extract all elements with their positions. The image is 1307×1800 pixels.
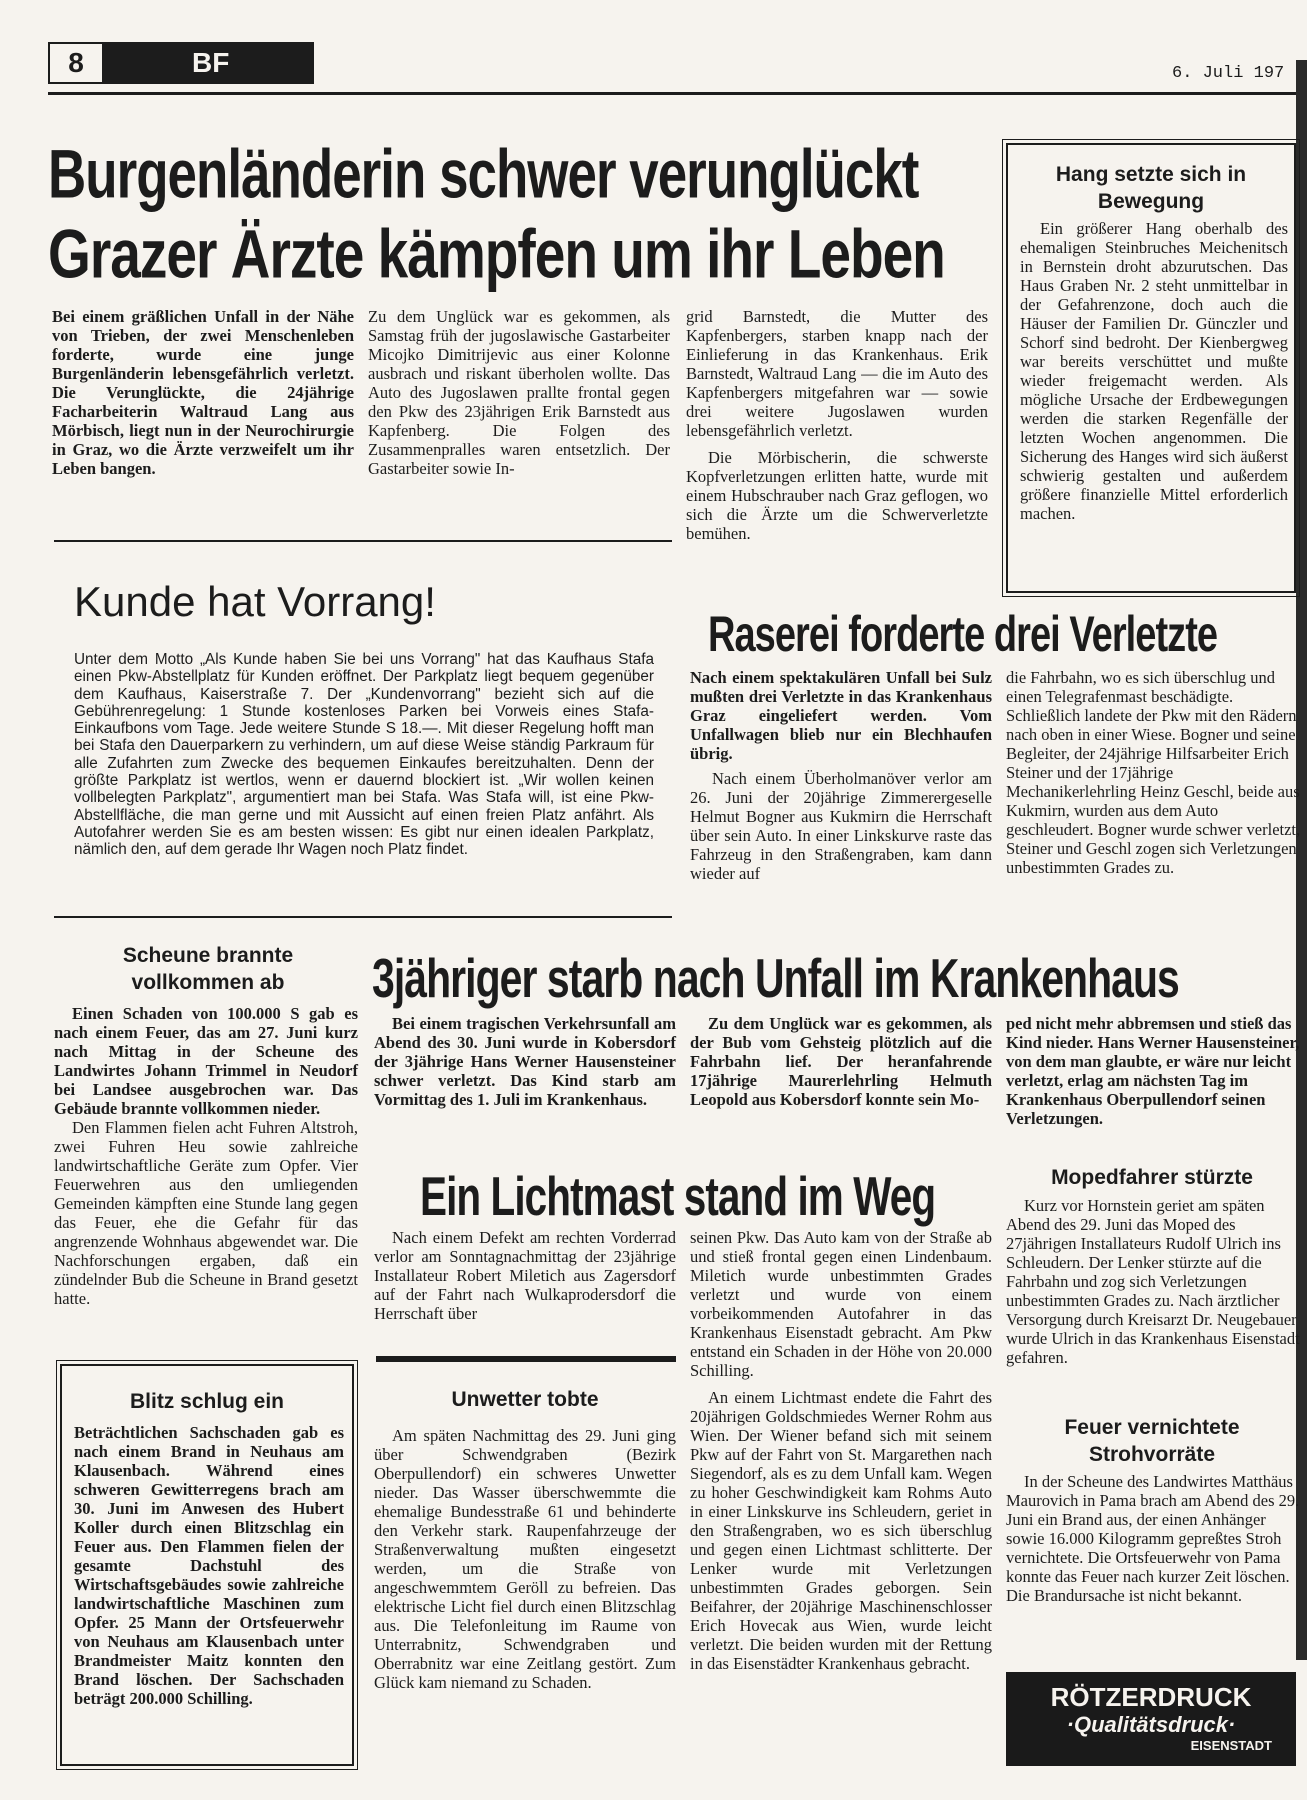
lichtmast-col-2-p2: An einem Lichtmast endete die Fahrt des 20jährigen Goldschmiedes Werner Rohm aus Wien. Der Wiener befand sich mit seinem Pkw auf der Fahrt von St. Margarethen nach Siegendorf, als es zu dem Unfall kam. Wegen zu hoher Geschwindigkeit kam Rohms Auto in einer Linkskurve ins Schleudern, geriet in den Straßengraben, wo es sich überschlug und gegen einen Lichtmast schlitterte. Der Lenker wurde mit Verletzungen unbestimmten Grades geborgen. Sein Beifahrer, der 20jährige Maschinenschlosser Erich Hovecak aus Wien, wurde leicht verletzt. Die beiden wurden mit der Rettung in das Eisenstädter Krankenhaus gebracht.	[690, 1388, 992, 1673]
masthead	[48, 42, 268, 84]
scheune-title: Scheune brannte vollkommen ab	[122, 944, 294, 994]
page-number: 8	[48, 42, 104, 84]
issue-date: 6. Juli 197	[1172, 64, 1285, 83]
kunde-bottom-rule	[54, 916, 672, 918]
unwetter-text: Am späten Nachmittag des 29. Juni ging über Schwendgraben (Bezirk Oberpullendorf) ein schweres Unwetter nieder. Das Wasser überschwemmte die ehemalige Bundesstraße 61 und behinderte den Verkehr stark. Raupenfahrzeuge der Straßenverwaltung mußten eingesetzt werden, um die Straße von angeschwemmtem Geröll zu befreien. Das elektrische Licht fiel durch einen Blitzschlag aus. Die Telefonleitung im Raume von Unterrabnitz, Schwendgraben und Oberrabnitz war eine Zeitlang gestört. Zum Glück kam niemand zu Schaden.	[374, 1426, 676, 1692]
lead-col-2: Zu dem Unglück war es gekommen, als Samstag früh der jugoslawische Gastarbeiter Micojko Dimitrijevic aus einer Kolonne ausbrach und riskant überholen wollte. Das Auto des Jugoslawen prallte frontal gegen den Pkw des 23jährigen Erik Barnstedt aus Kapfenberg. Die Folgen des Zusammenpralles waren entsetzlich. Der Gastarbeiter sowie In-	[368, 307, 670, 478]
ad-name: RÖTZERDRUCK	[1050, 1682, 1252, 1712]
kunde-title: Kunde hat Vorrang!	[74, 578, 436, 625]
kunde-top-rule	[54, 540, 672, 542]
unwetter-top-rule	[376, 1356, 676, 1362]
lead-col-3-p1: grid Barnstedt, die Mutter des Kapfenbergers, starben knapp nach der Einlieferung in das Krankenhaus. Erik Barnstedt, Waltraud Lang — die im Auto des Kapfenbergers mitgefahren war — sowie drei weitere Jugoslawen wurden lebensgefährlich verletzt.	[686, 307, 988, 440]
lead-col-3	[686, 307, 988, 543]
hang-text: Ein größerer Hang oberhalb des ehemaligen Steinbruches Meichenitsch in Bernstein droht abzurutschen. Das Haus Graben Nr. 2 steht unmittelbar in der Gefahrenzone, doch auch die Häuser der Familien Dr. Günczler und Schorf sind bedroht. Der Kienbergweg war bereits verschüttet und mußte wieder freigemacht werden. Als mögliche Ursache der Erdbewegungen werden die starken Regenfälle der letzten Wochen angenommen. Die Sicherung des Hanges wird sich äußerst schwierig gestalten und außerdem größere finanzielle Mittel erforderlich machen.	[1020, 219, 1288, 523]
lead-headline-1: Burgenländerin schwer verunglückt	[48, 136, 919, 213]
blitz-text: Beträchtlichen Sachschaden gab es nach einem Brand in Neuhaus am Klausenbach. Während eines schweren Gewitterregens brach am 30. Juni im Anwesen des Hubert Koller durch einen Blitzschlag ein Feuer aus. Den Flammen fielen der gesamte Dachstuhl des Wirtschaftsgebäudes sowie zahlreiche landwirtschaftliche Maschinen zum Opfer. 25 Mann der Ortsfeuerwehr von Neuhaus am Klausenbach unter Brandmeister Maitz konnten den Brand löschen. Der Sachschaden beträgt 200.000 Schilling.	[74, 1423, 344, 1708]
lichtmast-col-2	[690, 1228, 992, 1673]
blitz-title: Blitz schlug ein	[129, 1390, 284, 1413]
lichtmast-title: Ein Lichtmast stand im Weg	[420, 1166, 936, 1228]
raserei-title: Raserei forderte drei Verletzte	[708, 607, 1218, 663]
hang-title: Hang setzte sich in Bewegung	[1055, 163, 1247, 213]
raserei-lead: Nach einem spektakulären Unfall bei Sulz mußten drei Verletzte in das Krankenhaus Graz eingeliefert werden. Vom Unfallwagen blieb nur ein Blechhaufen übrig.	[690, 668, 992, 763]
lead-col-1: Bei einem gräßlichen Unfall in der Nähe von Trieben, der zwei Menschenleben forderte, wurde eine junge Burgenländerin lebensgefährlich verletzt. Die Verunglückte, die 24jährige Facharbeiterin Waltraud Lang aus Mörbisch, liegt nun in der Neurochirurgie in Graz, wo die Ärzte verzweifelt um ihr Leben bangen.	[52, 307, 354, 478]
moped-title: Mopedfahrer stürzte	[1051, 1166, 1253, 1189]
lead-col-3-p2: Die Mörbischerin, die schwerste Kopfverletzungen erlitten hatte, wurde mit einem Hubschrauber nach Graz geflogen, wo sich die Ärzte um die Schwerverletzte bemühen.	[686, 448, 988, 543]
ad-slogan: ·Qualitätsdruck·	[1066, 1712, 1236, 1737]
dreijaehriger-col-3: ped nicht mehr abbremsen und stieß das Kind nieder. Hans Werner Hausensteiner, von dem man glaubte, er wäre nur leicht verletzt, erlag am nächsten Tag im Krankenhaus Oberpullendorf seinen Verletzungen.	[1006, 1014, 1300, 1128]
raserei-col-1	[690, 668, 992, 883]
feuer-text: In der Scheune des Landwirtes Matthäus Maurovich in Pama brach am Abend des 29. Juni ein Brand aus, der einen Anhänger sowie 16.000 Kilogramm gepreßtes Stroh vernichtete. Die Ortsfeuerwehr von Pama konnte das Feuer nach kurzer Zeit löschen. Die Brandursache ist nicht bekannt.	[1006, 1472, 1300, 1605]
raserei-col-1-p2: Nach einem Überholmanöver verlor am 26. Juni der 20jährige Zimmerergeselle Helmut Bogner aus Kukmirn die Herrschaft über sein Auto. In einer Linkskurve raste das Fahrzeug in den Straßengraben, kam dann wieder auf	[690, 769, 992, 883]
section-label: BF	[104, 42, 314, 84]
dreijaehriger-col-1: Bei einem tragischen Verkehrsunfall am Abend des 30. Juni wurde in Kobersdorf der 3jährige Hans Werner Hausensteiner schwer verletzt. Das Kind starb am Vormittag des 1. Juli im Krankenhaus.	[374, 1014, 676, 1109]
unwetter-title: Unwetter tobte	[451, 1388, 599, 1411]
ad-place: EISENSTADT	[1190, 1738, 1272, 1753]
lichtmast-col-1: Nach einem Defekt am rechten Vorderrad verlor am Sonntagnachmittag der 23jährige Installateur Robert Miletich aus Zagersdorf auf der Fahrt nach Wulkaprodersdorf die Herrschaft über	[374, 1228, 676, 1323]
moped-text: Kurz vor Hornstein geriet am späten Abend des 29. Juni das Moped des 27jährigen Installateurs Rudolf Ulrich ins Schleudern. Der Lenker stürzte auf die Fahrbahn und zog sich Verletzungen unbestimmten Grades zu. Nach ärztlicher Versorgung durch Kreisarzt Dr. Neugebauer wurde Ulrich in das Krankenhaus Eisenstadt gefahren.	[1006, 1196, 1300, 1367]
scheune-lead: Einen Schaden von 100.000 S gab es nach einem Feuer, das am 27. Juni kurz nach Mittag in der Scheune des Landwirtes Johann Trimmel in Neudorf bei Landsee ausgebrochen war. Das Gebäude brannte vollkommen nieder.	[54, 1004, 358, 1118]
scheune-text: Den Flammen fielen acht Fuhren Altstroh, zwei Fuhren Heu sowie zahlreiche landwirtschaftliche Geräte zum Opfer. Vier Feuerwehren aus den umliegenden Gemeinden kämpften eine Stunde lang gegen das Feuer, ehe die Gefahr für das angrenzende Wohnhaus abgewendet war. Die Nachforschungen ergaben, daß ein zündelnder Bub die Scheune in Brand gesetzt hatte.	[54, 1118, 358, 1308]
masthead-rule	[48, 92, 1307, 95]
feuer-title: Feuer vernichtete Strohvorräte	[1064, 1416, 1240, 1466]
raserei-col-2: die Fahrbahn, wo es sich überschlug und einen Telegrafenmast beschädigte. Schließlich landete der Pkw mit den Rädern nach oben in einer Wiese. Bogner und seine Begleiter, der 24jährige Hilfsarbeiter Erich Steiner und der 17jährige Mechanikerlehrling Heinz Geschl, beide aus Kukmirn, wurden aus dem Auto geschleudert. Bogner wurde schwer verletzt, Steiner und Geschl zogen sich Verletzungen unbestimmten Grades zu.	[1006, 668, 1301, 877]
lead-headline-2: Grazer Ärzte kämpfen um ihr Leben	[48, 216, 945, 293]
dreijaehriger-col-2: Zu dem Unglück war es gekommen, als der Bub vom Gehsteig plötzlich auf die Fahrbahn lief. Der heranfahrende 17jährige Maurerlehrling Helmuth Leopold aus Kobersdorf konnte sein Mo-	[690, 1014, 992, 1109]
lichtmast-col-2-p1: seinen Pkw. Das Auto kam von der Straße ab und stieß frontal gegen einen Lindenbaum. Miletich wurde unbestimmten Grades verletzt und wurde von einem vorbeikommenden Autofahrer in das Krankenhaus Eisenstadt gebracht. Am Pkw entstand ein Schaden in der Höhe von 20.000 Schilling.	[690, 1228, 992, 1380]
hang-box	[1006, 143, 1296, 593]
blitz-box	[60, 1364, 354, 1766]
scheune-article	[54, 1004, 358, 1308]
dreijaehriger-title: 3jähriger starb nach Unfall im Krankenhaus	[372, 948, 1179, 1010]
kunde-text: Unter dem Motto „Als Kunde haben Sie bei uns Vorrang" hat das Kaufhaus Stafa einen Pkw-Abstellplatz für Kunden eröffnet. Der Parkplatz liegt bequem gegenüber dem Kaufhaus, Kaiserstraße 7. Der „Kundenvorrang" bezieht sich auf die Gebührenregelung: 1 Stunde kostenloses Parken bei Vorweis eines Stafa-Einkaufbons vom Tage. Jede weitere Stunde S 18.—. Mit dieser Regelung hofft man bei Stafa den Dauerparkern zu verhindern, um auf diese Weise ständig Parkraum für alle Zufahrten zum Zwecke des bequemen Einkaufes bereitzuhalten. Denn der größte Parkplatz ist wertlos, wenn er dauernd blockiert ist. „Wir wollen keinen vollbelegten Parkplatz", argumentiert man bei Stafa. Was Stafa will, ist eine Pkw-Abstellfläche, die man gerne und mit Aussicht auf einen freien Platz anfährt. Als Autofahrer werden Sie es am besten wissen: Es gibt nur einen idealen Parkplatz, nämlich den, auf dem gerade Ihr Wagen noch Platz findet.	[74, 651, 654, 859]
rotzerdruck-ad	[1006, 1672, 1296, 1766]
